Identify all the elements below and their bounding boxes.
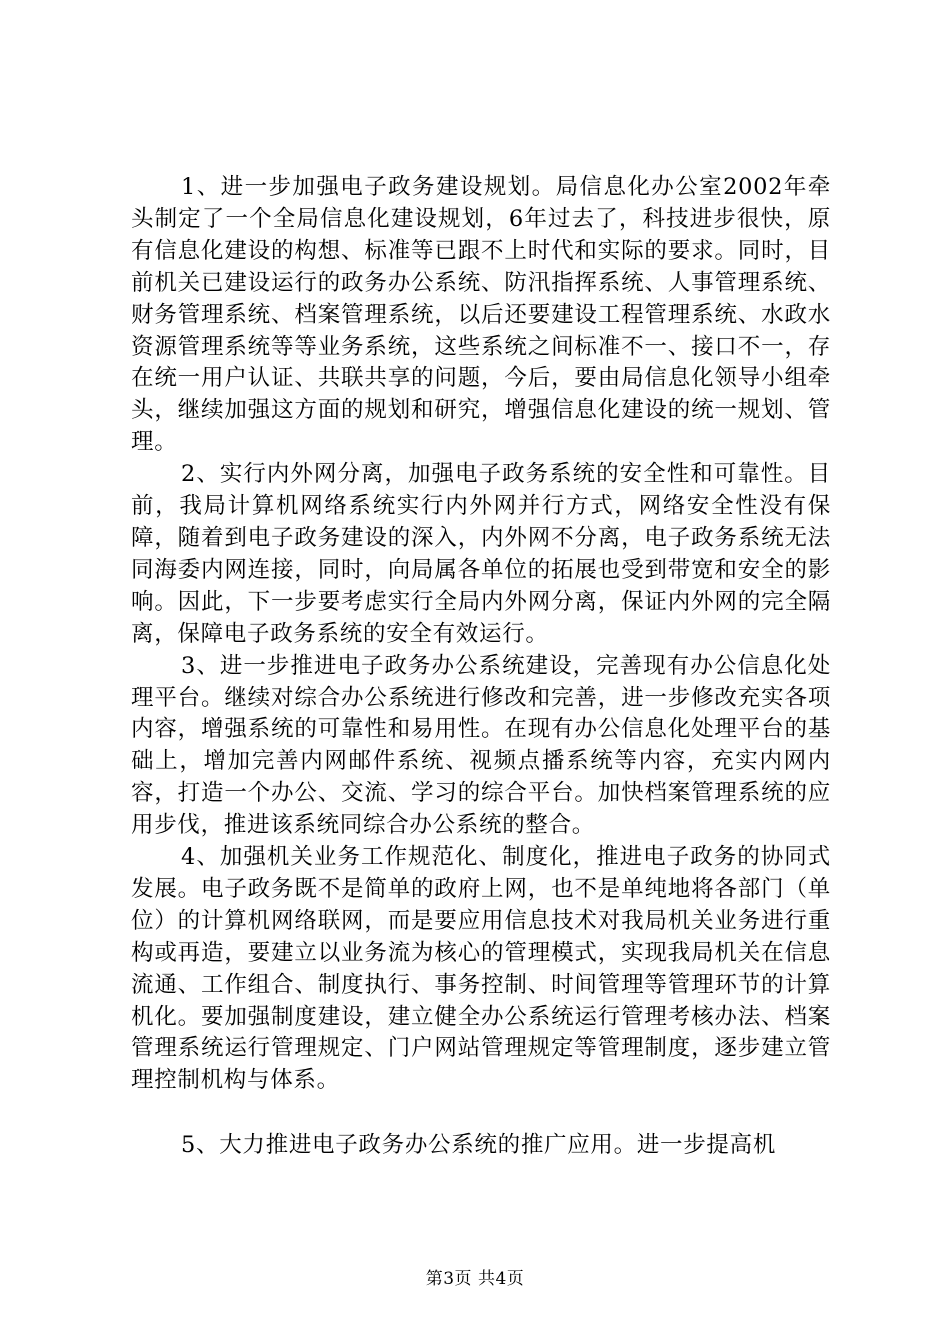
paragraph-2: 2、实行内外网分离，加强电子政务系统的安全性和可靠性。目前，我局计算机网络系统实行内外网并行方式，网络安全性没有保障，随着到电子政务建设的深入，内外网不分离，电子政务系统无法同海委内网连接，同时，向局属各单位的拓展也受到带宽和安全的影响。因此，下一步要考虑实行全局内外网分离，保证内外网的完全隔离，保障电子政务系统的安全有效运行。	[131, 461, 831, 647]
paragraph-3: 3、进一步推进电子政务办公系统建设，完善现有办公信息化处理平台。继续对综合办公系统进行修改和完善，进一步修改充实各项内容，增强系统的可靠性和易用性。在现有办公信息化处理平台的基础上，增加完善内网邮件系统、视频点播系统等内容，充实内网内容，打造一个办公、交流、学习的综合平台。加快档案管理系统的应用步伐，推进该系统同综合办公系统的整合。	[131, 652, 831, 839]
document-body	[131, 172, 831, 1162]
paragraph-1: 1、进一步加强电子政务建设规划。局信息化办公室2002年牵头制定了一个全局信息化建设规划，6年过去了，科技进步很快，原有信息化建设的构想、标准等已跟不上时代和实际的要求。同时，目前机关已建设运行的政务办公系统、防汛指挥系统、人事管理系统、财务管理系统、档案管理系统，以后还要建设工程管理系统、水政水资源管理系统等等业务系统，这些系统之间标准不一、接口不一，存在统一用户认证、共联共享的问题，今后，要由局信息化领导小组牵头，继续加强这方面的规划和研究，增强信息化建设的统一规划、管理。	[131, 174, 831, 456]
page-footer: 第3页 共4页	[425, 1269, 525, 1289]
paragraph-5: 5、大力推进电子政务办公系统的推广应用。进一步提高机	[181, 1132, 777, 1159]
paragraph-4: 4、加强机关业务工作规范化、制度化，推进电子政务的协同式发展。电子政务既不是简单的政府上网，也不是单纯地将各部门（单位）的计算机网络联网，而是要应用信息技术对我局机关业务进行重构或再造，要建立以业务流为核心的管理模式，实现我局机关在信息流通、工作组合、制度执行、事务控制、时间管理等管理环节的计算机化。要加强制度建设，建立健全办公系统运行管理考核办法、档案管理系统运行管理规定、门户网站管理规定等管理制度，逐步建立管理控制机构与体系。	[131, 844, 831, 1094]
